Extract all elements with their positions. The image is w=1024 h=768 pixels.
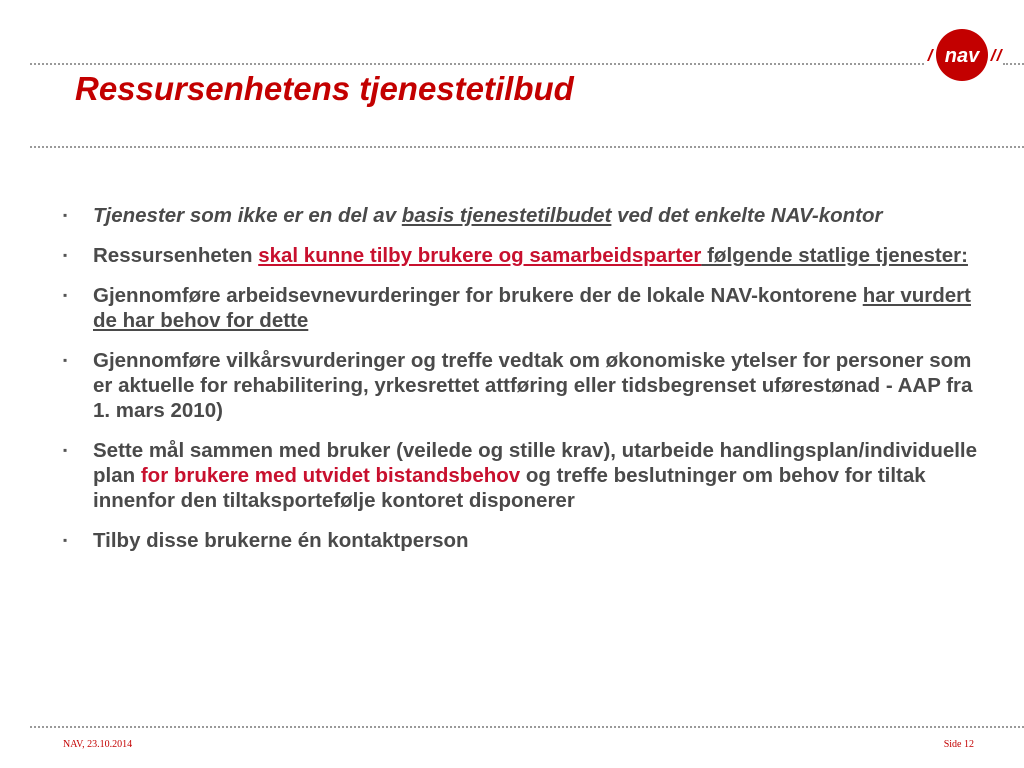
bullet-text: og treffe beslutninger om behov for tiltak innenfor den tiltaksportefølje kontoret disponerer: [93, 464, 926, 512]
top-dotted-divider: [30, 63, 924, 65]
nav-logo: [918, 27, 1018, 87]
bullet-item-basis: [60, 203, 980, 228]
bullet-text: Sette mål sammen med bruker (veilede og stille krav), utarbeide handlingsplan/individuelle plan: [93, 439, 978, 487]
bullet-marker: ▪: [63, 443, 68, 457]
footer-page-number: Side 12: [943, 739, 974, 750]
bullet-item-vilkar: [60, 348, 980, 423]
bullet-marker: ▪: [63, 248, 68, 262]
nav-logo-text: nav: [944, 45, 980, 67]
bullet-emphasis-text: skal kunne tilby brukere og samarbeidsparter: [258, 244, 702, 267]
bullet-marker: ▪: [63, 208, 68, 222]
bullet-item-mal: [60, 438, 980, 513]
bullet-item-arbeidsevne: [60, 283, 980, 333]
bullet-text: Gjennomføre vilkårsvurderinger og treffe vedtak om økonomiske ytelser for personer som er aktuelle for rehabilitering, yrkesrettet attføring eller tidsbegrenset uførestønad - AAP fra 1. mars 2010): [93, 349, 973, 422]
bullet-marker: ▪: [63, 288, 68, 302]
bullet-underlined-text: følgende statlige tjenester:: [701, 244, 968, 267]
bullet-marker: ▪: [63, 533, 68, 547]
slide-title: Ressursenhetens tjenestetilbud: [75, 70, 574, 107]
bullet-emphasis-text: for brukere med utvidet bistandsbehov: [140, 464, 521, 487]
bullet-list: [60, 203, 980, 568]
footer-date: NAV, 23.10.2014: [63, 739, 133, 750]
footer-dotted-divider: [30, 726, 1024, 728]
bullet-underlined-text: basis tjenestetilbudet: [401, 204, 612, 227]
bullet-item-kontaktperson: [60, 528, 980, 553]
bullet-item-ressursenheten: [60, 243, 980, 268]
bullet-underlined-text: har vurdert de har behov for dette: [93, 284, 971, 332]
bullet-text: Tjenester som ikke er en del av: [93, 204, 402, 227]
bullet-text: Ressursenheten: [93, 244, 259, 267]
bullet-marker: ▪: [63, 353, 68, 367]
title-dotted-divider: [30, 146, 1024, 148]
bullet-text: Gjennomføre arbeidsevnevurderinger for brukere der de lokale NAV-kontorene: [93, 284, 863, 307]
bullet-text: ved det enkelte NAV-kontor: [611, 204, 883, 227]
bullet-text: Tilby disse brukerne én kontaktperson: [93, 529, 469, 552]
